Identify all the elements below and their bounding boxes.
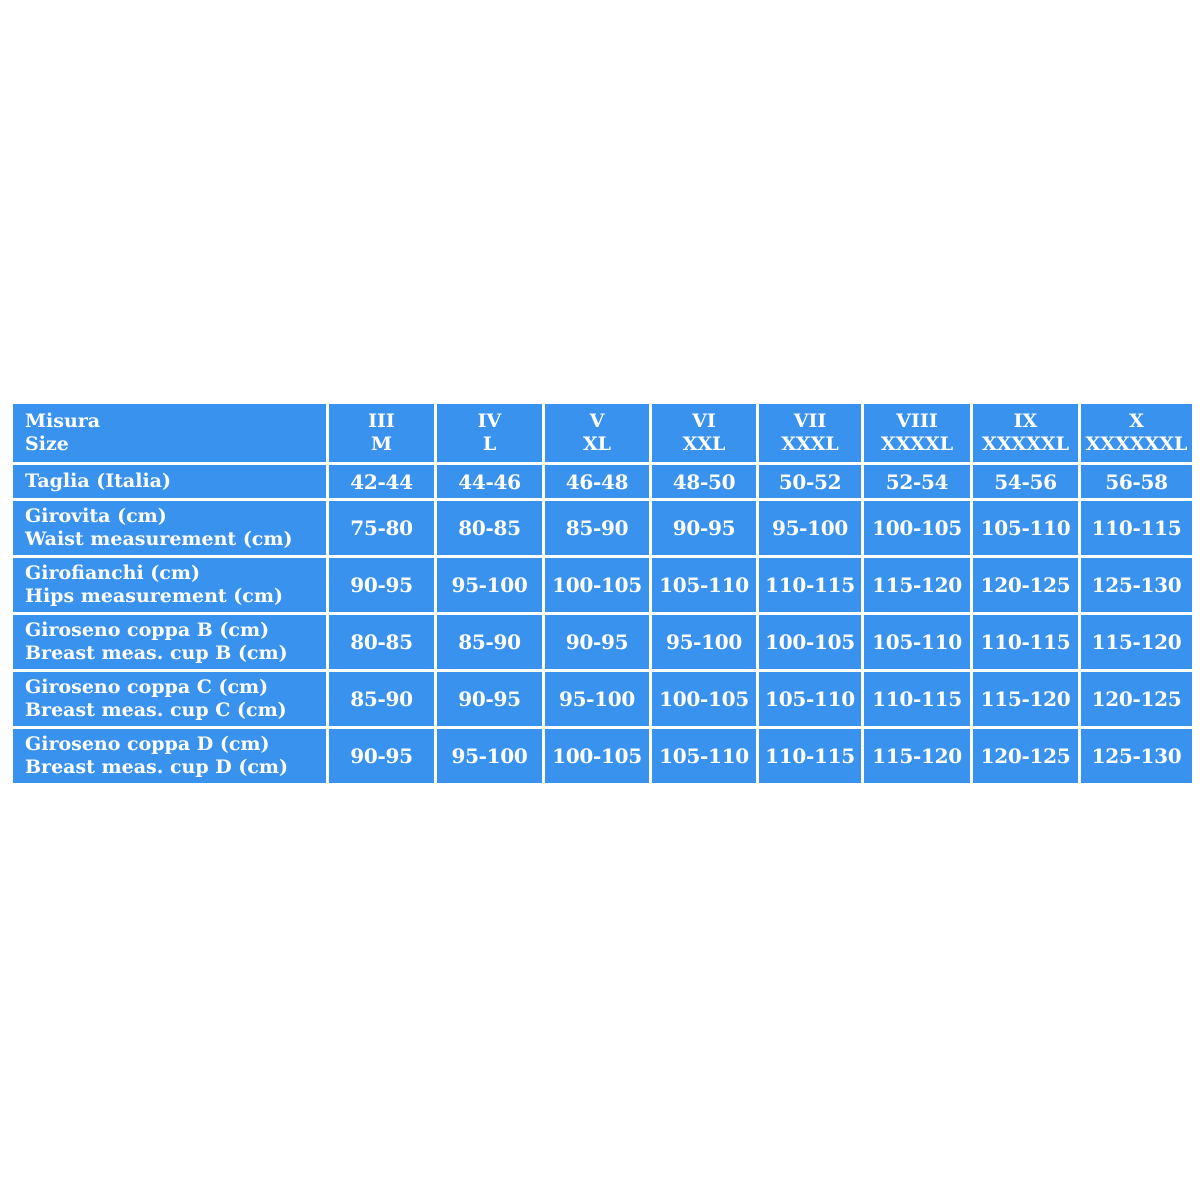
row-label-cell	[12, 557, 328, 614]
table-cell: 105-110	[651, 728, 758, 785]
size-roman-numeral: VI	[692, 410, 716, 432]
size-header-xxl	[651, 403, 758, 464]
row-label-line: Breast meas. cup C (cm)	[25, 699, 287, 721]
table-cell: 105-110	[758, 671, 863, 728]
size-header-xxxxxl	[972, 403, 1080, 464]
row-label-cell	[12, 671, 328, 728]
table-cell: 100-105	[863, 500, 972, 557]
table-cell: 115-120	[1080, 614, 1194, 671]
row-label-line: Breast meas. cup B (cm)	[25, 642, 288, 664]
size-letter-code: XXXL	[781, 433, 839, 455]
table-cell: 120-125	[972, 557, 1080, 614]
row-label-line: Hips measurement (cm)	[25, 585, 283, 607]
table-cell: 100-105	[544, 557, 651, 614]
size-letter-code: L	[482, 433, 497, 455]
table-cell: 110-115	[972, 614, 1080, 671]
table-row	[12, 728, 1194, 785]
size-header-l	[436, 403, 544, 464]
size-letter-code: XXL	[682, 433, 726, 455]
size-letter-code: XL	[582, 433, 612, 455]
header-row	[12, 403, 1194, 464]
table-cell: 115-120	[863, 728, 972, 785]
row-label-cell	[12, 614, 328, 671]
table-cell: 110-115	[1080, 500, 1194, 557]
table-cell: 95-100	[758, 500, 863, 557]
table-cell: 46-48	[544, 464, 651, 500]
table-row	[12, 557, 1194, 614]
row-label-line: Taglia (Italia)	[25, 470, 171, 492]
row-label-cell	[12, 728, 328, 785]
table-row	[12, 614, 1194, 671]
size-roman-numeral: III	[368, 410, 395, 432]
header-label-cell	[12, 403, 328, 464]
table-cell: 115-120	[863, 557, 972, 614]
size-chart-table	[10, 401, 1195, 786]
table-cell: 125-130	[1080, 557, 1194, 614]
table-cell: 120-125	[972, 728, 1080, 785]
table-cell: 56-58	[1080, 464, 1194, 500]
header-label-line: Misura	[25, 410, 101, 432]
table-cell: 100-105	[758, 614, 863, 671]
size-roman-numeral: VIII	[896, 410, 938, 432]
table-row	[12, 464, 1194, 500]
row-label-line: Giroseno coppa B (cm)	[25, 619, 270, 641]
table-cell: 80-85	[328, 614, 436, 671]
table-cell: 95-100	[436, 728, 544, 785]
table-cell: 85-90	[436, 614, 544, 671]
size-header-xxxxxxl	[1080, 403, 1194, 464]
table-cell: 80-85	[436, 500, 544, 557]
table-cell: 90-95	[328, 728, 436, 785]
table-cell: 95-100	[651, 614, 758, 671]
table-cell: 75-80	[328, 500, 436, 557]
table-cell: 90-95	[328, 557, 436, 614]
size-header-xxxl	[758, 403, 863, 464]
size-header-xxxxl	[863, 403, 972, 464]
table-cell: 105-110	[972, 500, 1080, 557]
row-label-line: Breast meas. cup D (cm)	[25, 756, 289, 778]
row-label-line: Giroseno coppa C (cm)	[25, 676, 269, 698]
row-label-line: Girovita (cm)	[25, 505, 167, 527]
size-header-m	[328, 403, 436, 464]
row-label-line: Girofianchi (cm)	[25, 562, 200, 584]
header-label-line: Size	[25, 433, 69, 455]
table-cell: 120-125	[1080, 671, 1194, 728]
table-cell: 85-90	[544, 500, 651, 557]
table-cell: 50-52	[758, 464, 863, 500]
table-cell: 90-95	[436, 671, 544, 728]
size-roman-numeral: X	[1129, 410, 1144, 432]
table-cell: 100-105	[544, 728, 651, 785]
table-cell: 85-90	[328, 671, 436, 728]
table-cell: 105-110	[863, 614, 972, 671]
table-cell: 52-54	[863, 464, 972, 500]
table-cell: 42-44	[328, 464, 436, 500]
table-row	[12, 500, 1194, 557]
table-cell: 54-56	[972, 464, 1080, 500]
table-cell: 90-95	[544, 614, 651, 671]
table-cell: 95-100	[544, 671, 651, 728]
row-label-line: Giroseno coppa D (cm)	[25, 733, 270, 755]
row-label-cell	[12, 464, 328, 500]
table-cell: 115-120	[972, 671, 1080, 728]
table-cell: 100-105	[651, 671, 758, 728]
table-cell: 48-50	[651, 464, 758, 500]
row-label-cell	[12, 500, 328, 557]
table-cell: 110-115	[863, 671, 972, 728]
size-letter-code: M	[370, 433, 393, 455]
size-letter-code: XXXXXXL	[1085, 433, 1188, 455]
size-header-xl	[544, 403, 651, 464]
size-letter-code: XXXXL	[880, 433, 954, 455]
size-roman-numeral: IX	[1013, 410, 1038, 432]
table-cell: 125-130	[1080, 728, 1194, 785]
table-cell: 105-110	[651, 557, 758, 614]
size-roman-numeral: V	[589, 410, 605, 432]
table-cell: 90-95	[651, 500, 758, 557]
size-letter-code: XXXXXL	[981, 433, 1070, 455]
table-cell: 95-100	[436, 557, 544, 614]
table-cell: 44-46	[436, 464, 544, 500]
table-cell: 110-115	[758, 728, 863, 785]
row-label-line: Waist measurement (cm)	[25, 528, 293, 550]
table-row	[12, 671, 1194, 728]
size-roman-numeral: IV	[477, 410, 502, 432]
size-roman-numeral: VII	[793, 410, 827, 432]
table-cell: 110-115	[758, 557, 863, 614]
